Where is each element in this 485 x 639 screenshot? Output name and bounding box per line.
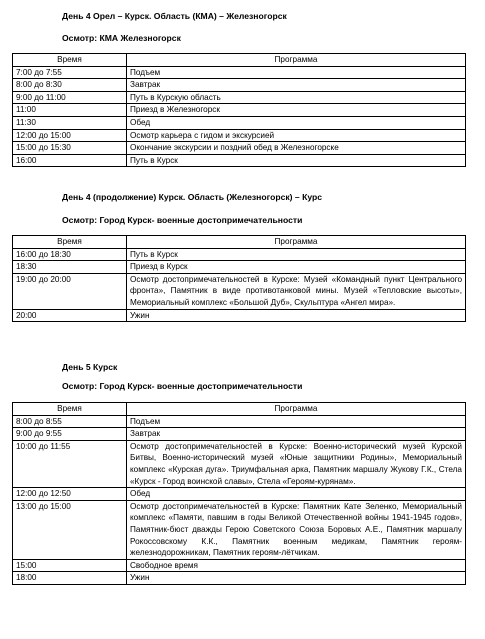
program-cell: Подъем [127,415,466,428]
table-row [13,488,466,501]
program-cell: Осмотр достопримечательностей в Курске: Военно-исторический музей Курской Битвы, Военно-исторический музей «Юные защитники Родины», Мемориальный комплекс «Курская дуга». Триумфальная арка, Памятник маршалу Жукову Г.К., Стела «Курск - Город воинской славы», Стела «Героям-курянам». [127,440,466,487]
time-cell: 18:00 [13,572,127,585]
table-row [13,129,466,142]
program-cell: Обед [127,116,466,129]
schedule-table-day4-cont [12,235,466,322]
section-3-subtitle: Осмотр: Город Курск- военные достопримечательности [62,381,303,391]
program-cell: Подъем [127,66,466,79]
table-row [13,142,466,155]
program-cell: Путь в Курск [127,248,466,261]
col-program-header: Программа [127,236,466,249]
table-row [13,428,466,441]
schedule-table-day4 [12,53,466,167]
section-2-subtitle: Осмотр: Город Курск- военные достопримечательности [62,215,303,225]
col-time-header: Время [13,54,127,67]
time-cell: 16:00 [13,154,127,167]
table-row [13,66,466,79]
time-cell: 15:00 до 15:30 [13,142,127,155]
program-cell: Приезд в Железногорск [127,104,466,117]
program-cell: Приезд в Курск [127,261,466,274]
table-row [13,415,466,428]
table-row [13,91,466,104]
program-cell: Ужин [127,309,466,322]
table-row [13,116,466,129]
program-cell: Осмотр карьера с гидом и экскурсией [127,129,466,142]
table-row [13,273,466,309]
table-row [13,248,466,261]
program-cell: Ужин [127,572,466,585]
time-cell: 7:00 до 7:55 [13,66,127,79]
program-cell: Окончание экскурсии и поздний обед в Железногорске [127,142,466,155]
time-cell: 15:00 [13,559,127,572]
time-cell: 11:30 [13,116,127,129]
table-row [13,440,466,487]
program-cell: Завтрак [127,79,466,92]
program-cell: Путь в Курскую область [127,91,466,104]
table-row [13,309,466,322]
time-cell: 18:30 [13,261,127,274]
col-time-header: Время [13,236,127,249]
col-program-header: Программа [127,403,466,416]
table-row [13,559,466,572]
time-cell: 11:00 [13,104,127,117]
table-header-row [13,236,466,249]
schedule-table-day5 [12,402,466,585]
time-cell: 9:00 до 9:55 [13,428,127,441]
time-cell: 19:00 до 20:00 [13,273,127,309]
table-header-row [13,403,466,416]
time-cell: 8:00 до 8:30 [13,79,127,92]
program-cell: Обед [127,488,466,501]
table-row [13,104,466,117]
time-cell: 13:00 до 15:00 [13,500,127,559]
col-time-header: Время [13,403,127,416]
time-cell: 12:00 до 12:50 [13,488,127,501]
time-cell: 9:00 до 11:00 [13,91,127,104]
table-row [13,500,466,559]
program-cell: Осмотр достопримечательностей в Курске: Памятник Кате Зеленко, Мемориальный комплекс «Памяти, павшим в годы Великой Отечественной войны 1941-1945 годов», Памятник-бюст дважды Герою Советского Союза Боровых А.Е., Памятник маршалу Рокоссовскому К.К., Памятник военным медикам, Памятник героям-железнодорожникам, Памятник героям-лётчикам. [127,500,466,559]
time-cell: 20:00 [13,309,127,322]
section-1-subtitle: Осмотр: КМА Железногорск [62,33,181,43]
program-cell: Путь в Курск [127,154,466,167]
time-cell: 8:00 до 8:55 [13,415,127,428]
program-cell: Завтрак [127,428,466,441]
table-row [13,79,466,92]
time-cell: 12:00 до 15:00 [13,129,127,142]
table-row [13,154,466,167]
section-3-title: День 5 Курск [62,362,118,372]
table-header-row [13,54,466,67]
time-cell: 16:00 до 18:30 [13,248,127,261]
col-program-header: Программа [127,54,466,67]
program-cell: Осмотр достопримечательностей в Курске: Музей «Командный пункт Центрального фронта», Памятник в виде противотанковой мины. Музей «Тепловские высоты», Мемориальный комплекс «Большой Дуб», Скульптура «Ангел мира». [127,273,466,309]
section-1-title: День 4 Орел – Курск. Область (КМА) – Железногорск [62,11,287,21]
table-row [13,261,466,274]
time-cell: 10:00 до 11:55 [13,440,127,487]
program-cell: Свободное время [127,559,466,572]
table-row [13,572,466,585]
section-2-title: День 4 (продолжение) Курск. Область (Железногорск) – Курс [62,192,323,202]
